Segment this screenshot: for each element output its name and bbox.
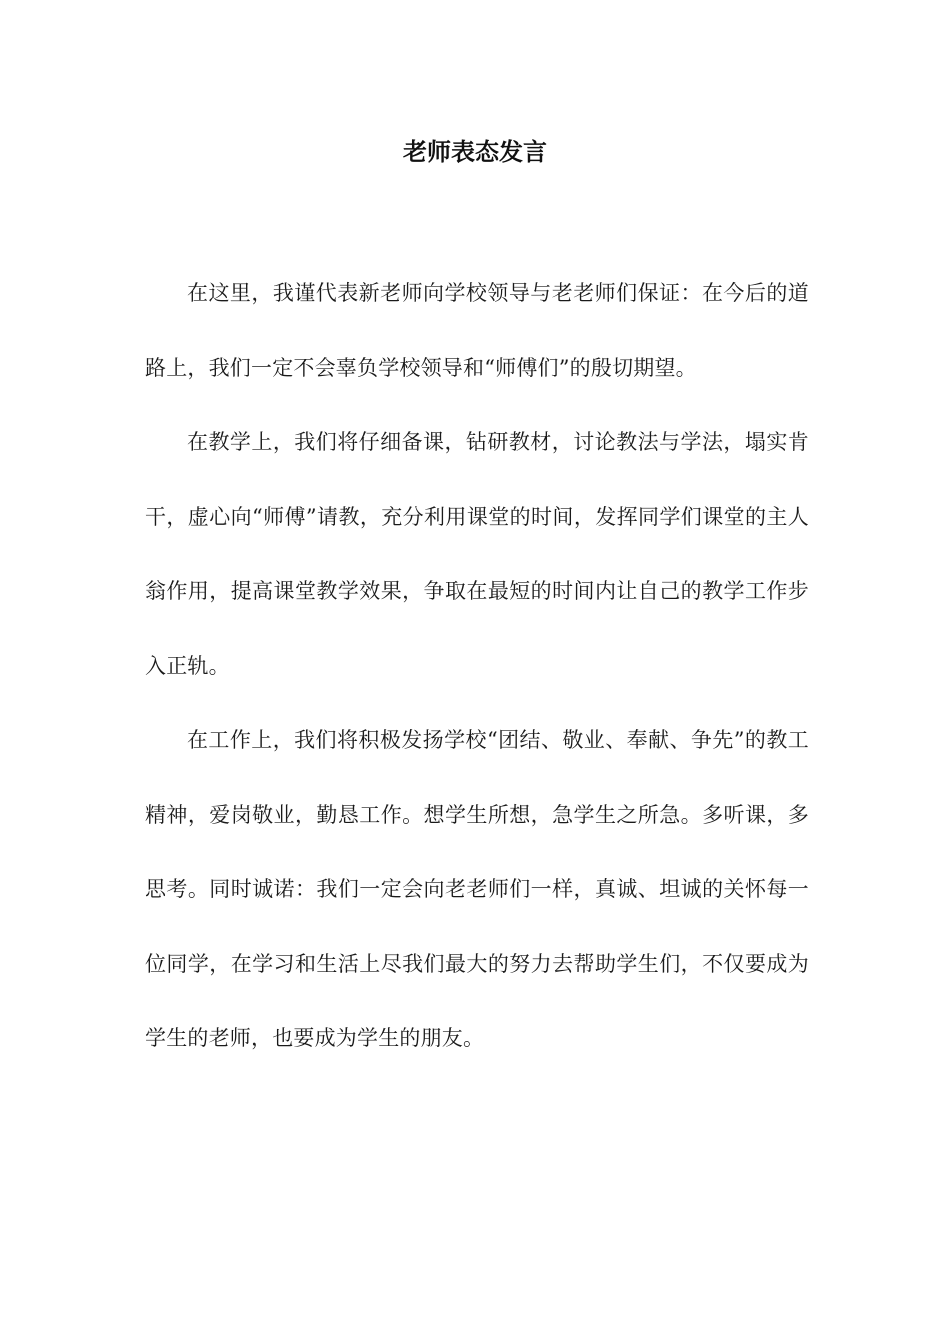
paragraph-3: 在工作上，我们将积极发扬学校“团结、敬业、奉献、争先”的教工精神，爱岗敬业，勤恳工作。想学生所想，急学生之所急。多听课，多思考。同时诚诺：我们一定会向老老师们一样，真诚、坦诚的关怀每一位同学，在学习和生活上尽我们最大的努力去帮助学生们，不仅要成为学生的老师，也要成为学生的朋友。 [145, 728, 809, 1050]
paragraph-2: 在教学上，我们将仔细备课，钻研教材，讨论教法与学法，塌实肯干，虚心向“师傅”请教，充分利用课堂的时间，发挥同学们课堂的主人翁作用，提高课堂教学效果，争取在最短的时间内让自己的教学工作步入正轨。 [145, 430, 809, 678]
paragraph-1: 在这里，我谨代表新老师向学校领导与老老师们保证：在今后的道路上，我们一定不会辜负学校领导和“师傅们”的殷切期望。 [145, 281, 809, 380]
document-body [145, 256, 809, 1076]
document-title: 老师表态发言 [403, 137, 547, 166]
